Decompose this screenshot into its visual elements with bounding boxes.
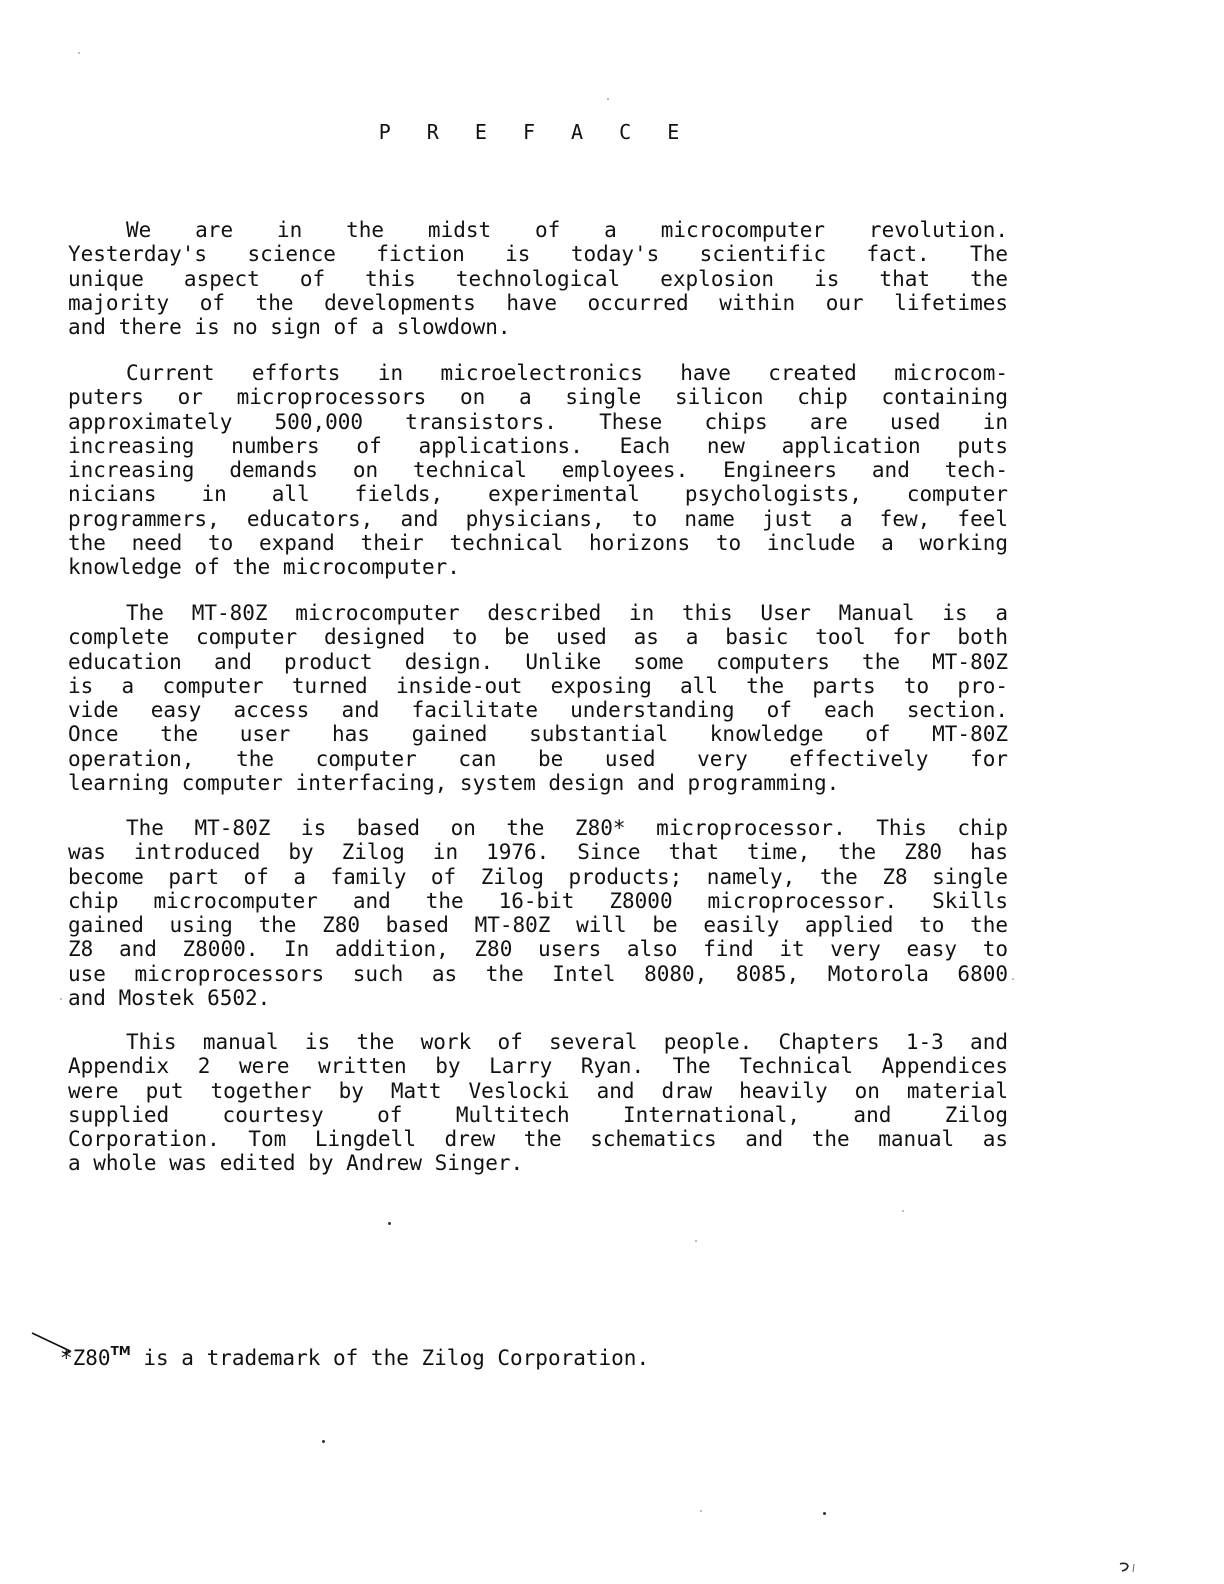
trademark-symbol: TM xyxy=(110,1344,131,1358)
paragraph-line: increasing numbers of applications. Each new application puts xyxy=(68,433,1008,458)
paragraph-line: chip microcomputer and the 16-bit Z8000 microprocessor. Skills xyxy=(68,888,1008,913)
paragraph-line: knowledge of the microcomputer. xyxy=(68,555,460,580)
paragraph-line: education and product design. Unlike some computers the MT-80Z xyxy=(68,649,1008,674)
paragraph-line: unique aspect of this technological explosion is that the xyxy=(68,266,1008,291)
paragraph-line: gained using the Z80 based MT-80Z will be easily applied to the xyxy=(68,913,1008,938)
paragraph-1 xyxy=(68,218,1008,339)
paragraph-2 xyxy=(68,361,1008,580)
paragraph-line: and there is no sign of a slowdown. xyxy=(68,315,511,340)
paragraph-4 xyxy=(68,816,1008,1010)
scan-speck xyxy=(607,98,609,100)
paragraph-line: supplied courtesy of Multitech International, and Zilog xyxy=(68,1102,1008,1127)
paragraph-line: a whole was edited by Andrew Singer. xyxy=(68,1151,524,1176)
paragraph-line: puters or microprocessors on a single silicon chip containing xyxy=(68,385,1008,410)
paragraph-line: become part of a family of Zilog products; namely, the Z8 single xyxy=(68,864,1008,889)
scan-speck xyxy=(1012,978,1014,980)
paragraph-5 xyxy=(68,1030,1008,1176)
corner-scan-mark xyxy=(1118,1560,1140,1574)
paragraph-line: operation, the computer can be used very effectively for xyxy=(68,746,1008,771)
paragraph-line: was introduced by Zilog in 1976. Since that time, the Z80 has xyxy=(68,840,1008,865)
paragraph-line: Corporation. Tom Lingdell drew the schematics and the manual as xyxy=(68,1127,1008,1152)
paragraph-line: vide easy access and facilitate understanding of each section. xyxy=(68,698,1008,723)
paragraph-line: approximately 500,000 transistors. These chips are used in xyxy=(68,409,1008,434)
paragraph-line: majority of the developments have occurred within our lifetimes xyxy=(68,290,1008,315)
paragraph-line: Current efforts in microelectronics have created microcom- xyxy=(126,361,1008,385)
paragraph-line: Once the user has gained substantial knowledge of MT-80Z xyxy=(68,722,1008,747)
page-title: P R E F A C E xyxy=(378,120,692,144)
paragraph-3 xyxy=(68,601,1008,795)
scan-speck xyxy=(695,1240,697,1242)
scan-speck xyxy=(322,1440,325,1443)
paragraph-line: This manual is the work of several people. Chapters 1-3 and xyxy=(126,1030,1008,1054)
paragraph-line: Z8 and Z8000. In addition, Z80 users also find it very easy to xyxy=(68,937,1008,962)
trademark-footnote xyxy=(60,1344,649,1370)
paragraph-line: were put together by Matt Veslocki and draw heavily on material xyxy=(68,1078,1008,1103)
paragraph-line: programmers, educators, and physicians, to name just a few, feel xyxy=(68,506,1008,531)
paragraph-line: and Mostek 6502. xyxy=(68,986,271,1011)
scan-speck xyxy=(78,52,80,54)
scan-speck xyxy=(60,998,62,1000)
paragraph-line: We are in the midst of a microcomputer revolution. xyxy=(126,218,1008,242)
paragraph-line: nicians in all fields, experimental psychologists, computer xyxy=(68,482,1008,507)
paragraph-line: complete computer designed to be used as a basic tool for both xyxy=(68,625,1008,650)
paragraph-line: learning computer interfacing, system design and programming. xyxy=(68,771,840,796)
footnote-marker: *Z80 xyxy=(60,1346,111,1370)
paragraph-line: is a computer turned inside-out exposing all the parts to pro- xyxy=(68,673,1008,698)
paragraph-line: use microprocessors such as the Intel 8080, 8085, Motorola 6800 xyxy=(68,961,1008,986)
footnote-text: is a trademark of the Zilog Corporation. xyxy=(130,1346,650,1370)
paragraph-line: Yesterday's science fiction is today's scientific fact. The xyxy=(68,242,1008,267)
scan-speck xyxy=(823,1512,826,1515)
scan-speck xyxy=(388,1222,391,1225)
scan-speck xyxy=(902,1210,904,1212)
paragraph-line: the need to expand their technical horizons to include a working xyxy=(68,531,1008,556)
paragraph-line: The MT-80Z is based on the Z80* microprocessor. This chip xyxy=(126,816,1008,840)
paragraph-line: The MT-80Z microcomputer described in this User Manual is a xyxy=(126,601,1008,625)
paragraph-line: increasing demands on technical employees. Engineers and tech- xyxy=(68,458,1008,483)
paragraph-line: Appendix 2 were written by Larry Ryan. The Technical Appendices xyxy=(68,1054,1008,1079)
scan-speck xyxy=(700,1510,702,1512)
